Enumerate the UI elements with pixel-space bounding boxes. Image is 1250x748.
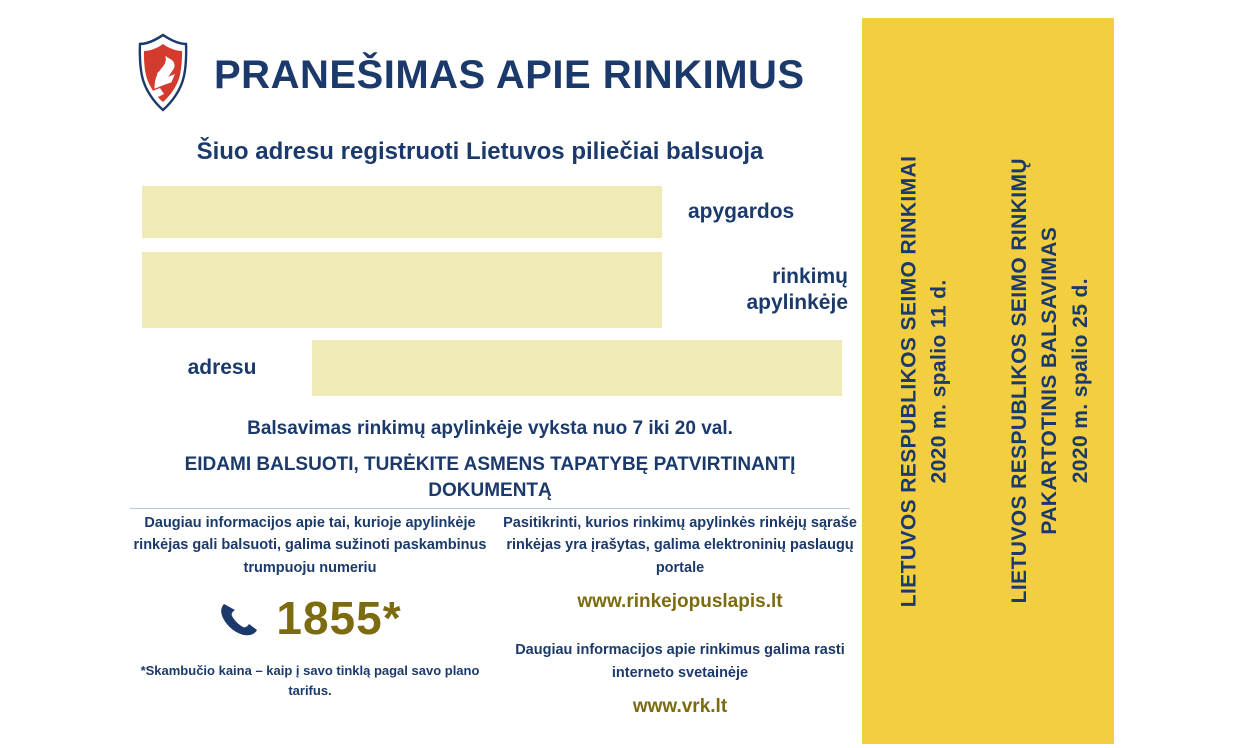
side-strip-2-text xyxy=(1005,158,1096,603)
apylinke-label xyxy=(688,264,848,317)
adresu-label: adresu xyxy=(187,355,257,379)
side-strip-2-line1: LIETUVOS RESPUBLIKOS SEIMO RINKIMŲ xyxy=(1008,158,1032,604)
id-document-note-line1: EIDAMI BALSUOTI, TURĖKITE ASMENS TAPATYBĘ PATVIRTINANTĮ xyxy=(184,454,796,475)
field-row-apygardos xyxy=(142,186,794,238)
phone-info-text: Daugiau informacijos apie tai, kurioje apylinkėje rinkėjas gali balsuoti, galima sužinoti paskambinus trumpuoju numeriu xyxy=(133,515,487,576)
page-title: PRANEŠIMAS APIE RINKIMUS xyxy=(214,53,805,97)
phone-icon xyxy=(218,598,262,638)
apylinke-blank-field[interactable] xyxy=(142,252,662,328)
side-strip-seimo-rinkimai xyxy=(862,18,988,744)
right-info-column xyxy=(500,512,860,718)
side-strip-2-line2: PAKARTOTINIS BALSAVIMAS xyxy=(1038,227,1062,535)
adresu-blank-field[interactable] xyxy=(312,340,842,396)
side-strip-2-line3: 2020 m. spalio 25 d. xyxy=(1069,278,1093,484)
notice-subtitle: Šiuo adresu registruoti Lietuvos piliečiai balsuoja xyxy=(196,138,764,165)
apylinke-label-line1: rinkimų xyxy=(772,264,848,288)
side-panel xyxy=(862,18,1114,744)
phone-footnote: *Skambučio kaina – kaip į savo tinklą pagal savo plano tarifus. xyxy=(140,663,480,698)
side-strip-pakartotinis-balsavimas xyxy=(988,18,1114,744)
more-info-text: Daugiau informacijos apie rinkimus galima rasti interneto svetainėje xyxy=(515,642,845,681)
side-strip-1-text xyxy=(895,155,956,607)
spacer xyxy=(500,613,860,639)
voter-list-info-text: Pasitikrinti, kurios rinkimų apylinkės rinkėjų sąraše rinkėjas yra įrašytas, galima elektroninių paslaugų portale xyxy=(503,515,857,576)
apygardos-label: apygardos xyxy=(688,199,795,223)
section-divider xyxy=(130,508,850,509)
side-strip-1-line2: 2020 m. spalio 11 d. xyxy=(928,278,952,484)
apylinke-label-line2: apylinkėje xyxy=(746,291,848,314)
link-rinkejopuslapis[interactable]: www.rinkejopuslapis.lt xyxy=(577,591,783,613)
id-document-note xyxy=(120,452,860,503)
left-info-column xyxy=(130,512,490,700)
lithuania-coat-of-arms-icon xyxy=(130,32,196,118)
phone-number: 1855* xyxy=(276,592,402,645)
link-vrk[interactable]: www.vrk.lt xyxy=(632,696,728,718)
field-row-apylinkeje xyxy=(142,252,848,328)
id-document-note-line2: DOKUMENTĄ xyxy=(428,479,552,501)
header xyxy=(130,30,850,120)
apygardos-blank-field[interactable] xyxy=(142,186,662,238)
voting-hours-text: Balsavimas rinkimų apylinkėje vyksta nuo 7 iki 20 val. xyxy=(247,418,733,439)
side-strip-1-line1: LIETUVOS RESPUBLIKOS SEIMO RINKIMAI xyxy=(897,155,921,607)
phone-line xyxy=(130,592,490,645)
field-row-adresu xyxy=(142,340,842,396)
